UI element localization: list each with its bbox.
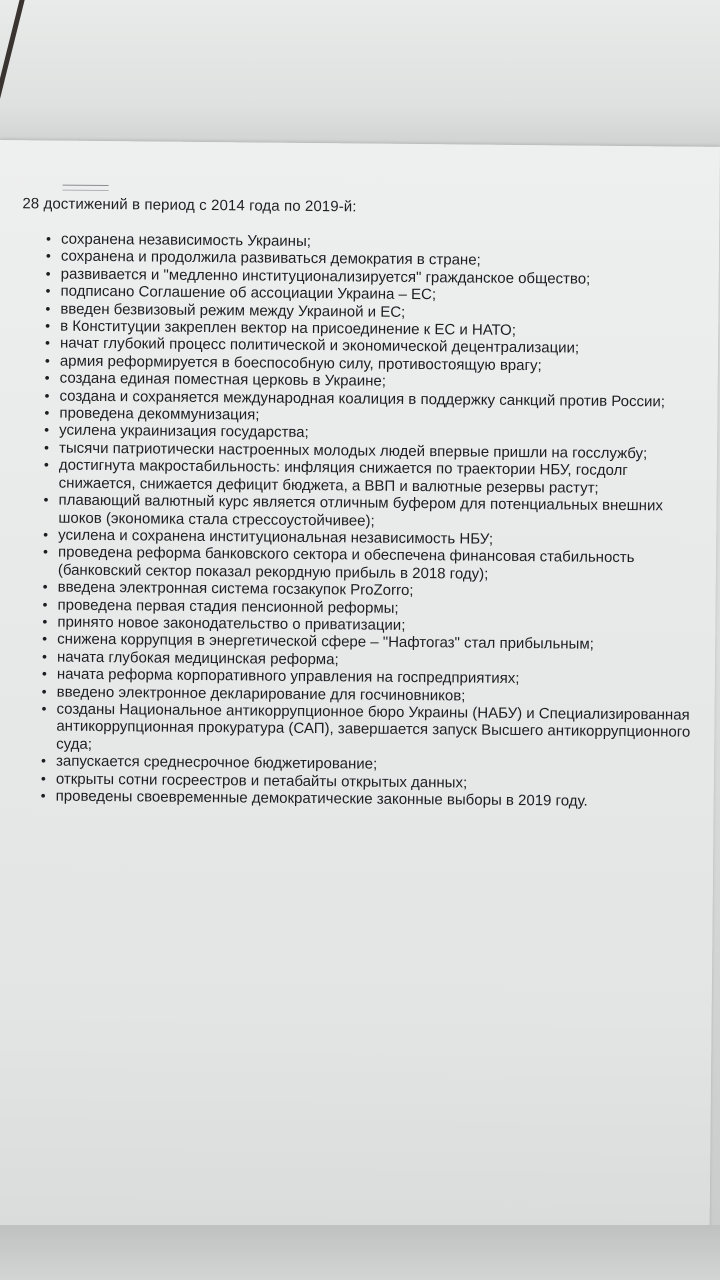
list-item: • плавающий валютный курс является отличным буфером для потенциальных внешних шоков (экономика стала стрессоустойчивее); <box>58 492 698 533</box>
list-item: • тысячи патриотически настроенных молодых людей впервые пришли на госслужбу; <box>59 439 699 463</box>
list-item: • сохранена и продолжила развиваться демократия в стране; <box>61 248 701 272</box>
document-heading: 28 достижений в период с 2014 года по 2019-й: <box>22 195 357 216</box>
list-item: • снижена коррупция в энергетической сфере – "Нафтогаз" стал прибыльным; <box>57 631 697 655</box>
list-item: • проведена реформа банковского сектора и обеспечена финансовая стабильность (банковский сектор показал рекордную прибыль в 2018 году); <box>58 544 698 585</box>
list-item: • усилена и сохранена институциональная независимость НБУ; <box>58 526 698 550</box>
list-item: • принято новое законодательство о приватизации; <box>57 614 697 638</box>
list-item: • открыты сотни госреестров и петабайты открытых данных; <box>56 770 696 794</box>
list-item: • начат глубокий процесс политической и экономической децентрализации; <box>60 335 700 359</box>
list-item: • проведена первая стадия пенсионной реформы; <box>57 596 697 620</box>
list-item: • достигнута макростабильность: инфляция снижается по траектории НБУ, госдолг снижается, снижается дефицит бюджета, а ВВП и валютные резервы растут; <box>59 457 699 498</box>
list-item: • введено электронное декларирование для госчиновников; <box>57 683 697 707</box>
list-item: • введена электронная система госзакупок ProZorro; <box>58 579 698 603</box>
list-item: • армия реформируется в боеспособную силу, противостоящую врагу; <box>60 352 700 376</box>
list-item: • проведена декоммунизация; <box>59 405 699 429</box>
list-item: • подписано Соглашение об ассоциации Украина – ЕС; <box>60 283 700 307</box>
list-item: • сохранена независимость Украины; <box>61 231 701 255</box>
list-item: • создана и сохраняется международная коалиция в поддержку санкций против России; <box>59 387 699 411</box>
list-item: • усилена украинизация государства; <box>59 422 699 446</box>
list-item: • развивается и "медленно институционализируется" гражданское общество; <box>61 265 701 289</box>
list-item: • создана единая поместная церковь в Украине; <box>60 370 700 394</box>
list-item: • начата реформа корпоративного управления на госпредприятиях; <box>57 666 697 690</box>
background-surface <box>0 0 720 150</box>
list-item: • начата глубокая медицинская реформа; <box>57 648 697 672</box>
list-item: • созданы Национальное антикоррупционное бюро Украины (НАБУ) и Специализированная антикоррупционная прокуратура (САП), завершается запуск Высшего антикоррупционного суда; <box>56 701 696 759</box>
achievements-list <box>14 230 701 811</box>
list-item: • проведены своевременные демократические законные выборы в 2019 году. <box>56 788 696 812</box>
list-item: • в Конституции закреплен вектор на присоединение к ЕС и НАТО; <box>60 318 700 342</box>
scan-mark <box>63 185 109 191</box>
list-item: • запускается среднесрочное бюджетирование; <box>56 753 696 777</box>
background-bottom <box>0 1225 720 1280</box>
paper-sheet <box>0 140 720 1237</box>
list-item: • введен безвизовый режим между Украиной и ЕС; <box>60 300 700 324</box>
